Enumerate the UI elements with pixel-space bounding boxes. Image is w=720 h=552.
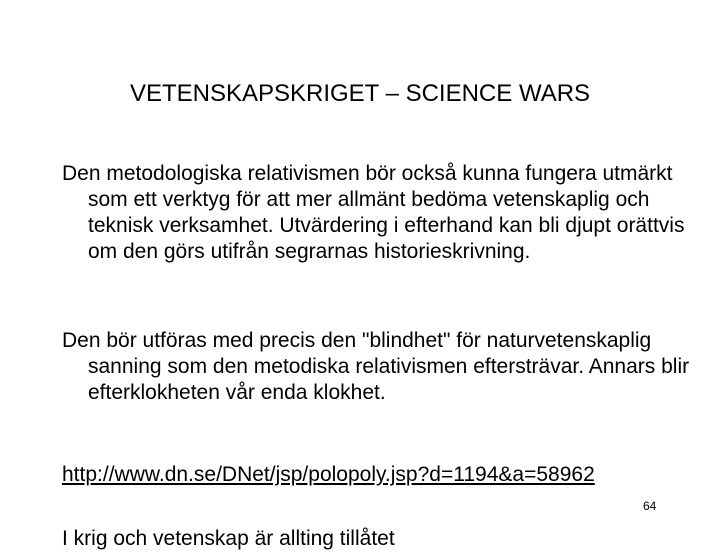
- body-paragraph-2: Den bör utföras med precis den "blindhet" för naturvetenskaplig sanning som den metodiska relativismen eftersträvar. Annars blir efterklokheten vår enda klokhet.: [62, 329, 690, 404]
- slide-title: VETENSKAPSKRIGET – SCIENCE WARS: [129, 80, 591, 107]
- body-paragraph-1: Den metodologiska relativismen bör också kunna fungera utmärkt som ett verktyg för att mer allmänt bedöma vetenskaplig och teknisk verksamhet. Utvärdering i efterhand kan bli djupt orättvis om den görs utifrån segrarnas historieskrivning.: [62, 162, 685, 263]
- caption-line: I krig och vetenskap är allting tillåtet: [62, 527, 395, 550]
- page-number: 64: [643, 499, 657, 513]
- source-link[interactable]: http://www.dn.se/DNet/jsp/polopoly.jsp?d=1194&a=58962: [62, 463, 595, 486]
- source-paragraph: [62, 462, 698, 488]
